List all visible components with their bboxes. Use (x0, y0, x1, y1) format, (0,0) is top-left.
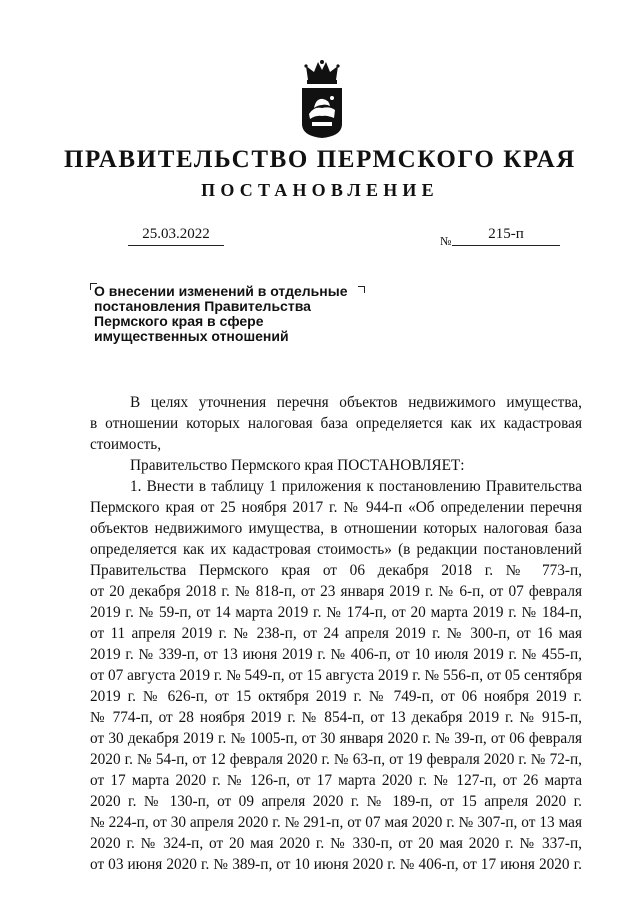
coat-of-arms-icon (296, 58, 348, 138)
subject-line: Пермского края в сфере (94, 313, 264, 329)
body-line: от 17 марта 2020 г. № 126-п, от 17 марта 2020 г. № 127-п, от 26 марта (90, 772, 582, 789)
body-line: 2019 г. № 626-п, от 15 октября 2019 г. № 749-п, от 06 ноября 2019 г. (90, 688, 582, 705)
body-line: в отношении которых налоговая база определяется как их кадастровая (90, 415, 582, 432)
body-line: № 774-п, от 28 ноября 2019 г. № 854-п, от 13 декабря 2019 г. № 915-п, (90, 709, 582, 726)
body-line: 2019 г. № 339-п, от 13 июня 2019 г. № 406-п, от 10 июля 2019 г. № 455-п, (90, 646, 582, 663)
body-line: 1. Внести в таблицу 1 приложения к постановлению Правительства (130, 478, 582, 495)
body-line: объектов недвижимого имущества, в отношении которых налоговая база (90, 520, 582, 537)
body-line: от 07 августа 2019 г. № 549-п, от 15 августа 2019 г. № 556-п, от 05 сентября (90, 667, 582, 684)
document-number: 215-п (452, 226, 560, 246)
document-subject (94, 284, 354, 344)
body-line: 2020 г. № 54-п, от 12 февраля 2020 г. № 63-п, от 19 февраля 2020 г. № 72-п, (90, 751, 582, 768)
body-line: Правительство Пермского края ПОСТАНОВЛЯЕТ: (130, 457, 465, 474)
document-date: 25.03.2022 (128, 226, 224, 246)
number-sign: № (440, 234, 452, 248)
subject-bracket-right (358, 286, 365, 293)
body-line: 2020 г. № 324-п, от 20 мая 2020 г. № 330-п, от 20 мая 2020 г. № 337-п, (90, 835, 582, 852)
body-line: В целях уточнения перечня объектов недвижимого имущества, (130, 394, 582, 411)
body-line: 2019 г. № 59-п, от 14 марта 2019 г. № 174-п, от 20 марта 2019 г. № 184-п, (90, 604, 582, 621)
government-title: ПРАВИТЕЛЬСТВО ПЕРМСКОГО КРАЯ (64, 146, 576, 173)
subject-line: имущественных отношений (94, 328, 289, 344)
body-line: от 30 декабря 2019 г. № 1005-п, от 30 января 2020 г. № 39-п, от 06 февраля (90, 730, 582, 747)
body-line: № 224-п, от 30 апреля 2020 г. № 291-п, от 07 мая 2020 г. № 307-п, от 13 мая (90, 814, 582, 831)
body-line: стоимость, (90, 436, 162, 453)
subject-line: постановления Правительства (94, 298, 311, 314)
document-type: ПОСТАНОВЛЕНИЕ (201, 180, 439, 200)
body-line: от 03 июня 2020 г. № 389-п, от 10 июня 2020 г. № 406-п, от 17 июня 2020 г. (90, 856, 582, 873)
body-line: определяется как их кадастровая стоимость» (в редакции постановлений (90, 541, 582, 558)
body-line: Правительства Пермского края от 06 декабря 2018 г. № 773-п, (90, 562, 582, 579)
body-line: от 20 декабря 2018 г. № 818-п, от 23 января 2019 г. № 6-п, от 07 февраля (90, 583, 582, 600)
body-line: от 11 апреля 2019 г. № 238-п, от 24 апреля 2019 г. № 300-п, от 16 мая (90, 625, 582, 642)
body-line: Пермского края от 25 ноября 2017 г. № 944-п «Об определении перечня (90, 499, 582, 516)
subject-line: О внесении изменений в отдельные (94, 283, 348, 299)
document-body (90, 392, 582, 875)
body-line: 2020 г. № 130-п, от 09 апреля 2020 г. № 189-п, от 15 апреля 2020 г. (90, 793, 582, 810)
